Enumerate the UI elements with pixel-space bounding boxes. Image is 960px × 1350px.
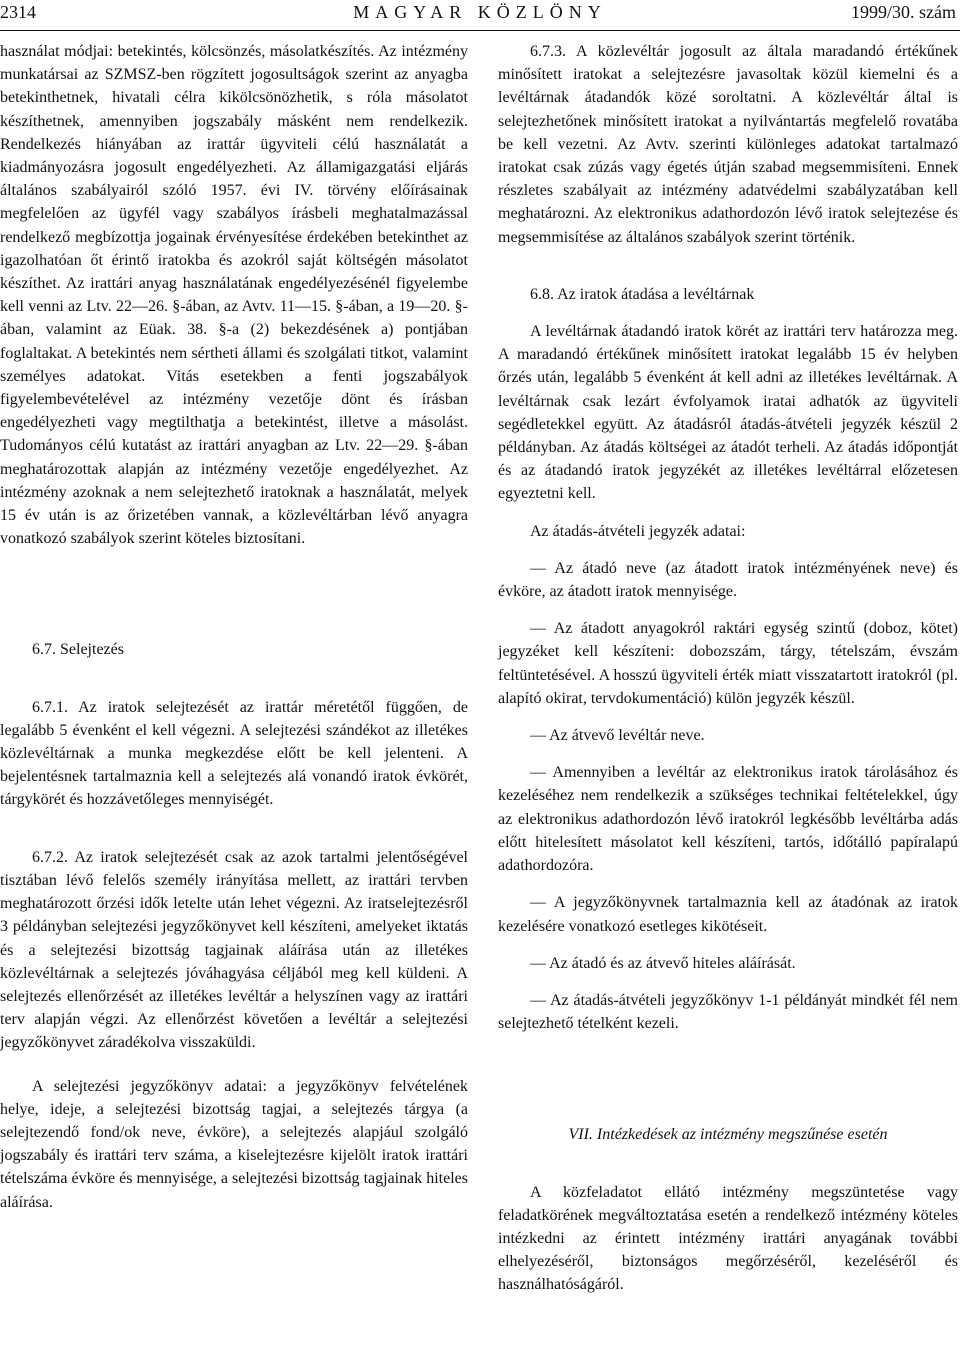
list-item: — Az átadó neve (az átadott iratok intézményének neve) és évköre, az átadott iratok mennyisége. xyxy=(498,559,958,601)
list-item: — A jegyzőkönyvnek tartalmaznia kell az átadónak az iratok kezelésére vonatkozó esetleges kikötéseit. xyxy=(498,894,958,935)
left-column xyxy=(0,40,468,1214)
list-item: — Az átvevő levéltár neve. xyxy=(530,727,705,745)
section-heading-6-8: 6.8. Az iratok átadása a levéltárnak xyxy=(530,285,755,303)
protocol-data-paragraph: A selejtezési jegyzőkönyv adatai: a jegyzőkönyv felvételének helye, ideje, a selejtezési bizottság tagjai, a selejtezés tárgya (a selejtezendő fond/ok neve, évköre), a selejtezés alapjául szolgáló jogszabály és irattári terv száma, a kiselejtezésre kijelölt iratok irattári tételszáma évköre és mennyisége, a selejtezési bizottság tagjainak hiteles aláírása. xyxy=(0,1077,468,1211)
transfer-list-heading: Az átadás-átvételi jegyzék adatai: xyxy=(530,522,746,540)
paragraph-6-7-1: 6.7.1. Az iratok selejtezését az irattár méretétől függően, de legalább 5 évenként el kell végezni. A selejtezési szándékot az illetékes közlevéltárnak a munka megkezdése előtt be kell jelenteni. A bejelentésnek tartalmaznia kell a selejtezés alá vonandó iratok évkörét, tárgykörét és hozzávetőleges mennyiségét. xyxy=(0,698,468,809)
paragraph-6-8: A levéltárnak átadandó iratok körét az irattári terv határozza meg. A maradandó értékűnek minősített iratokat legalább 15 év helyben őrzés után, legalább 5 évenként át kell adni az illetékes levéltárnak. A levéltárnak csak lezárt évfolyamok iratai adhatók az ügyviteli segédletekkel együtt. Az átadásról átadás-átvételi jegyzék készül 2 példányban. Az átadás költségei az átadót terheli. Az átadás időpontját és az átadandó iratok jegyzékét az illetékes levéltárral előzetesen egyeztetni kell. xyxy=(498,323,958,503)
issue-number: 1999/30. szám xyxy=(851,2,956,22)
page-number: 2314 xyxy=(0,2,36,22)
publication-title: MAGYAR KÖZLÖNY xyxy=(353,2,607,22)
right-column xyxy=(498,40,958,1297)
list-item: — Az átadó és az átvevő hiteles aláírását. xyxy=(530,954,796,972)
usage-paragraph: használat módjai: betekintés, kölcsönzés, másolatkészítés. Az intézmény munkatársai az SZMSZ-ben rögzített jogosultságok szerint az anyagba betekinthetnek, hivatali célra kikölcsönözhetik, s róla másolatot készíthetnek, amennyiben jogszabály másként nem rendelkezik. Rendelkezés hiányában az irattár ügyviteli célú használatát a kiadmányozásra jogosult engedélyezheti. Az államigazgatási eljárás általános szabályairól szóló 1957. évi IV. törvény előírásainak megfelelően az ügyfél vagy szabályos írásbeli meghatalmazással rendelkező megbízottja jogainak érvényesítése érdekében betekinthet az igazolhatóan őt érintő iratokba és azokról saját költségén másolatot készíthet. Az irattári anyag használatának engedélyezésénél figyelembe kell venni az Ltv. 22—26. §-ában, az Avtv. 11—15. §-ában, a 19—20. §-ában, valamint az Eüak. 38. §-a (2) bekezdésének a) pontjában foglaltakat. A betekintés nem sértheti állami és szolgálati titkot, valamint személyes adatokat. Vitás esetekben a fenti jogszabályok figyelembevételével az intézmény vezetője dönt és írásban engedélyezheti vagy megtilthatja a betekintést, illetve a másolást. Tudományos célú kutatást az irattári anyagban az Ltv. 22—29. §-ában meghatározottak alapján az intézmény vezetője engedélyezhet. Az intézmény azoknak a nem selejtezhető iratoknak a használatát, melyek 15 év után is az őrizetében vannak, a közlevéltárban lévő anyagra vonatkozó szabályok szerint köteles biztosítani. xyxy=(0,43,468,548)
list-item: — Amennyiben a levéltár az elektronikus iratok tárolásához és kezeléséhez nem rendelkezik a szükséges technikai feltételekkel, úgy az elektronikus adathordozón lévő iratokról legkésőbb levéltárba adás előtt hitelesített másolatot kell készíteni, tartós, időtálló papíralapú adathordozóra. xyxy=(498,764,958,875)
list-item: — Az átadott anyagokról raktári egység szintű (doboz, kötet) jegyzéket kell készíteni: dobozszám, tárgy, tételszám, évszám feltüntetésével. A hosszú ügyviteli érték miatt visszatartott iratokról (pl. alapító okirat, tervdokumentáció) külön jegyzék készül. xyxy=(498,620,958,707)
page-header xyxy=(0,0,960,31)
paragraph-6-7-2: 6.7.2. Az iratok selejtezését csak az azok tartalmi jelentőségével tisztában lévő felelős személy irányítása mellett, az irattári tervben meghatározott őrzési idők letelte után lehet végezni. Az iratselejtezésről 3 példányban selejtezési jegyzőkönyvet kell készíteni, amelyeket iktatás és a selejtezési bizottság tagjainak aláírása után az illetékes közlevéltárnak a selejtezés jóváhagyása céljából meg kell küldeni. A selejtezés ellenőrzését az illetékes levéltár a helyszínen vagy az irattári terv alapján végzi. Az ellenőrzést követően a levéltár a selejtezési jegyzőkönyvet záradékolva visszaküldi. xyxy=(0,848,468,1052)
section-heading-6-7: 6.7. Selejtezés xyxy=(32,641,124,659)
paragraph-6-7-3: 6.7.3. A közlevéltár jogosult az általa maradandó értékűnek minősített iratokat a selejtezésre javasoltak közül kiemelni és a levéltárnak átadandók közé soroltatni. A közlevéltár által is selejtezhetőnek minősített iratokat a nyilvántartás megfelelő rovatába be kell vezetni. Az Avtv. szerinti különleges adatokat tartalmazó iratokat csak zúzás vagy égetés útján szabad megsemmisíteni. Ennek részletes szabályait az intézmény adatvédelmi szabályzatában kell meghatározni. Az elektronikus adathordozón lévő iratok selejtezése és megsemmisítése az általános szabályok szerint történik. xyxy=(498,43,958,246)
chapter-heading-vii: VII. Intézkedések az intézmény megszűnése esetén xyxy=(568,1126,888,1144)
paragraph-vii: A közfeladatot ellátó intézmény megszüntetése vagy feladatkörének megváltoztatása esetén a rendelkező intézmény köteles intézkedni az érintett intézmény irattári anyagának további elhelyezéséről, biztonságos megőrzéséről, kezeléséről és használhatóságáról. xyxy=(498,1183,958,1294)
list-item: — Az átadás-átvételi jegyzőkönyv 1-1 példányát mindkét fél nem selejtezhető tételként kezeli. xyxy=(498,991,958,1033)
